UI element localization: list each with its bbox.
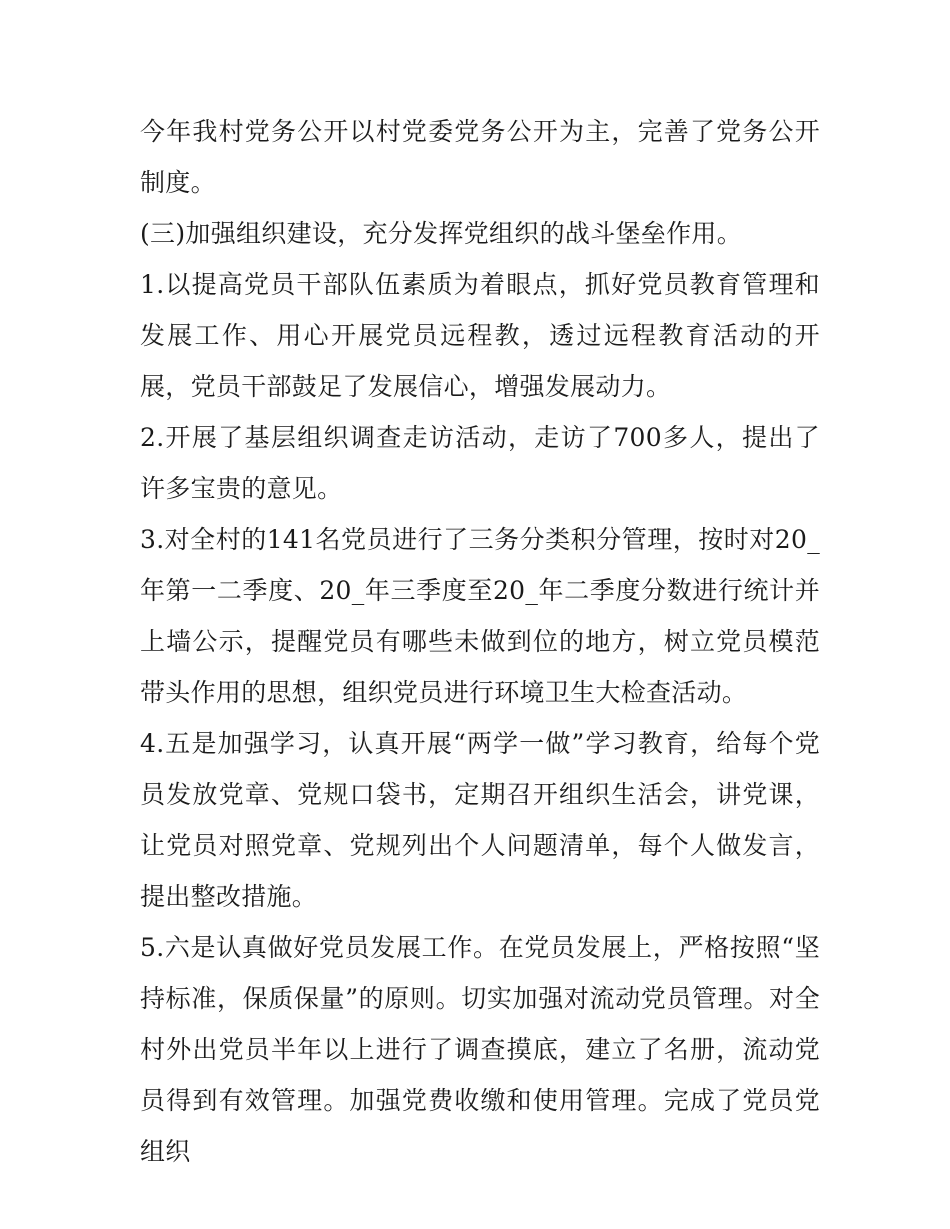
paragraph-item-3: 3.对全村的141名党员进行了三务分类积分管理，按时对20_年第一二季度、20_年三季度至20_年二季度分数进行统计并上墙公示，提醒党员有哪些未做到位的地方，树立党员模范带头作用的思想，组织党员进行环境卫生大检查活动。 <box>140 525 820 707</box>
paragraph-item-1: 1.以提高党员干部队伍素质为着眼点，抓好党员教育管理和发展工作、用心开展党员远程教，透过远程教育活动的开展，党员干部鼓足了发展信心，增强发展动力。 <box>140 270 820 401</box>
section-heading-organization: (三)加强组织建设，充分发挥党组织的战斗堡垒作用。 <box>140 219 743 248</box>
paragraph-item-4: 4.五是加强学习，认真开展“两学一做”学习教育，给每个党员发放党章、党规口袋书，定期召开组织生活会，讲党课，让党员对照党章、党规列出个人问题清单，每个人做发言，提出整改措施。 <box>140 729 820 911</box>
paragraph-item-5: 5.六是认真做好党员发展工作。在党员发展上，严格按照“坚持标准，保质保量”的原则。切实加强对流动党员管理。对全村外出党员半年以上进行了调查摸底，建立了名册，流动党员得到有效管理。加强党费收缴和使用管理。完成了党员党组织 <box>140 933 820 1166</box>
document-body <box>140 106 820 1177</box>
paragraph-disclosure: 今年我村党务公开以村党委党务公开为主，完善了党务公开制度。 <box>140 117 820 197</box>
paragraph-item-2: 2.开展了基层组织调查走访活动，走访了700多人，提出了许多宝贵的意见。 <box>140 423 820 503</box>
